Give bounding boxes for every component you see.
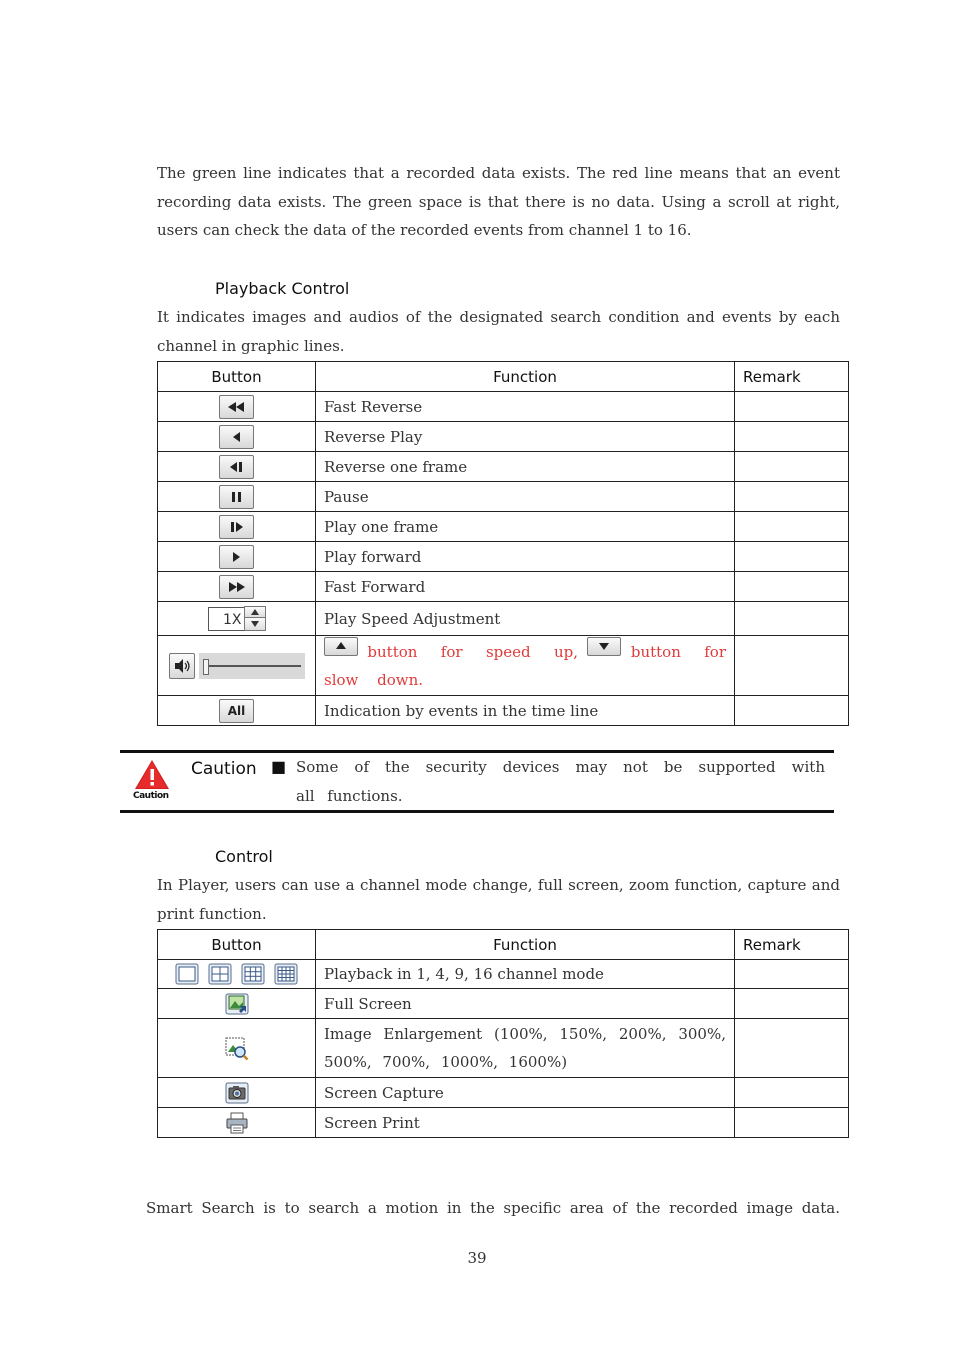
function-cell: Full Screen — [316, 989, 735, 1019]
caution-icon-label: Caution — [133, 791, 169, 801]
caution-label: Caution — [191, 759, 257, 779]
table-row — [158, 696, 849, 726]
remark-cell — [735, 602, 849, 636]
volume-slider-icon — [169, 653, 305, 679]
intro-paragraph: The green line indicates that a recorded data exists. The red line means that an event recording data exists. The green space is that there is no data. Using a scroll at right, users can check the data of the recorded events from channel 1 to 16. — [157, 164, 840, 239]
remark-cell — [735, 960, 849, 989]
table-row — [158, 989, 849, 1019]
function-cell: Screen Print — [316, 1108, 735, 1138]
control-description: In Player, users can use a channel mode change, full screen, zoom function, capture and print function. — [157, 876, 840, 923]
column-header-function: Function — [316, 362, 735, 392]
remark-cell — [735, 1078, 849, 1108]
function-cell: Play one frame — [316, 512, 735, 542]
function-cell: Reverse one frame — [316, 452, 735, 482]
function-cell: Image Enlargement (100%, 150%, 200%, 300%, 500%, 700%, 1000%, 1600%) — [316, 1019, 735, 1078]
function-cell: Screen Capture — [316, 1078, 735, 1108]
table-row — [158, 452, 849, 482]
control-heading: Control — [215, 847, 273, 866]
function-cell: Play forward — [316, 542, 735, 572]
page-number: 39 — [467, 1249, 487, 1267]
function-cell: Fast Reverse — [316, 392, 735, 422]
remark-cell — [735, 422, 849, 452]
one-channel-icon — [175, 963, 199, 985]
function-cell: Fast Forward — [316, 572, 735, 602]
table-row — [158, 1108, 849, 1138]
reverse-play-icon — [219, 425, 254, 449]
function-cell: Play Speed Adjustment — [316, 602, 735, 636]
speed-up-button-icon — [324, 637, 358, 656]
remark-cell — [735, 989, 849, 1019]
remark-cell — [735, 636, 849, 696]
table-row — [158, 960, 849, 989]
camera-icon — [225, 1082, 249, 1104]
remark-cell — [735, 696, 849, 726]
column-header-function: Function — [316, 930, 735, 960]
printer-icon — [225, 1112, 249, 1134]
sixteen-channel-icon — [274, 963, 298, 985]
speed-value: 1X — [208, 607, 244, 631]
table-row — [158, 602, 849, 636]
function-cell: Playback in 1, 4, 9, 16 channel mode — [316, 960, 735, 989]
table-row — [158, 422, 849, 452]
column-header-button: Button — [158, 362, 316, 392]
play-one-frame-icon — [219, 515, 254, 539]
control-table — [157, 929, 849, 1138]
column-header-remark: Remark — [735, 930, 849, 960]
remark-cell — [735, 1019, 849, 1078]
remark-cell — [735, 1108, 849, 1138]
table-header-row — [158, 930, 849, 960]
image-zoom-icon — [225, 1037, 249, 1059]
play-forward-icon — [219, 545, 254, 569]
remark-cell — [735, 452, 849, 482]
table-row — [158, 392, 849, 422]
function-cell: Reverse Play — [316, 422, 735, 452]
remark-cell — [735, 512, 849, 542]
pause-icon — [219, 485, 254, 509]
fast-forward-icon — [219, 575, 254, 599]
slow-down-text: button for slow down. — [324, 643, 726, 689]
column-header-button: Button — [158, 930, 316, 960]
table-row — [158, 512, 849, 542]
remark-cell — [735, 542, 849, 572]
column-header-remark: Remark — [735, 362, 849, 392]
table-row — [158, 1078, 849, 1108]
table-row — [158, 482, 849, 512]
caution-icon — [131, 758, 175, 806]
playback-control-description: It indicates images and audios of the designated search condition and events by each channel in graphic lines. — [157, 308, 840, 355]
smart-search-paragraph: Smart Search is to search a motion in the specific area of the recorded image data. — [146, 1199, 840, 1217]
caution-text: Some of the security devices may not be supported with all functions. — [296, 758, 825, 805]
table-row — [158, 1019, 849, 1078]
nine-channel-icon — [241, 963, 265, 985]
playback-control-heading: Playback Control — [215, 279, 350, 298]
function-cell: Pause — [316, 482, 735, 512]
function-cell: Indication by events in the time line — [316, 696, 735, 726]
fast-reverse-icon — [219, 395, 254, 419]
speed-buttons-cell — [316, 636, 735, 696]
table-header-row — [158, 362, 849, 392]
four-channel-icon — [208, 963, 232, 985]
remark-cell — [735, 482, 849, 512]
all-events-icon: All — [219, 699, 254, 723]
caution-bottom-rule — [120, 810, 834, 813]
full-screen-icon — [225, 993, 249, 1015]
speed-spinner-icon — [208, 606, 266, 631]
table-row — [158, 542, 849, 572]
remark-cell — [735, 572, 849, 602]
table-row — [158, 572, 849, 602]
playback-control-table — [157, 361, 849, 726]
slow-down-button-icon — [587, 637, 621, 656]
reverse-one-frame-icon — [219, 455, 254, 479]
table-row — [158, 636, 849, 696]
caution-bullet: ■ — [271, 757, 287, 776]
remark-cell — [735, 392, 849, 422]
speed-up-text: button for speed up, — [367, 643, 579, 661]
